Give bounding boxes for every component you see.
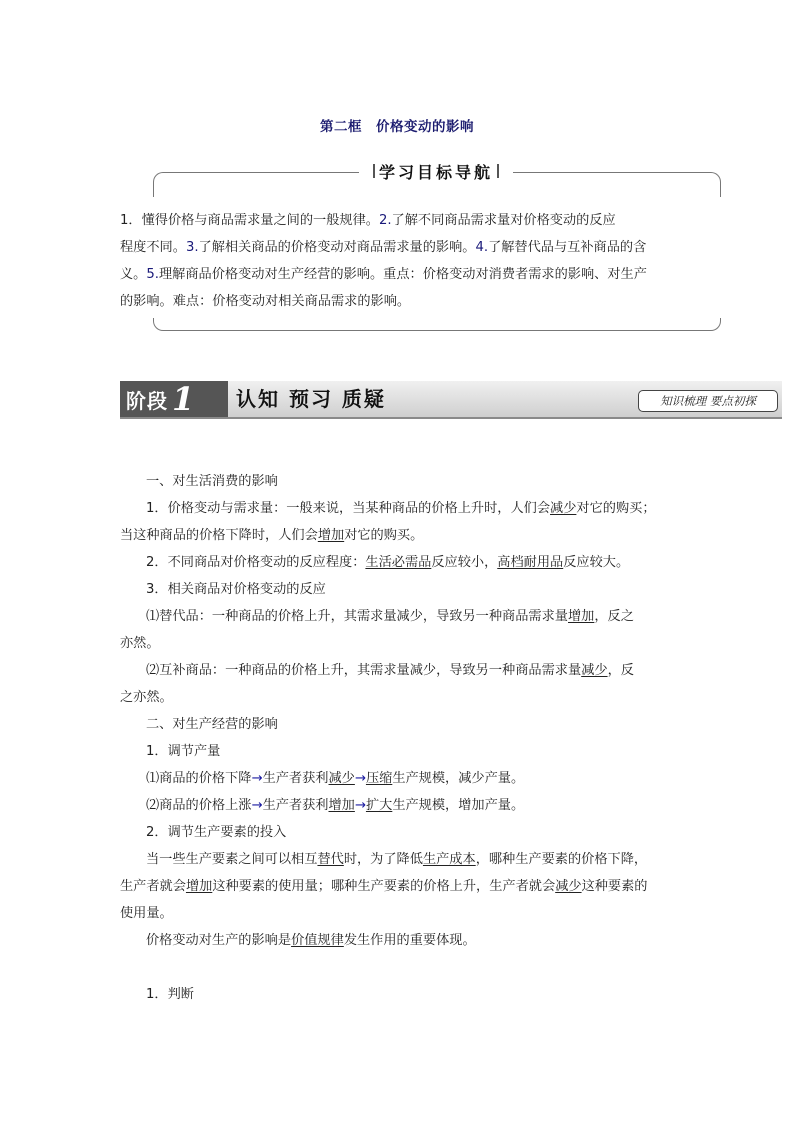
text: 生产规模，增加产量。 [392,798,525,813]
answer-blank: 生产成本 [422,852,476,867]
spacer [120,954,680,981]
paragraph-line: 使用量。 [120,906,173,921]
paragraph-line [120,657,680,684]
goals-line [120,288,675,315]
text: 对它的购买。 [344,528,424,543]
paragraph-line [120,927,680,954]
answer-blank: 减少 [550,501,577,516]
main-content [120,468,680,1008]
text: 反应较小， [431,555,498,570]
arrow-icon: → [354,798,366,813]
page-title: 第二框 价格变动的影响 [320,119,474,135]
paragraph-line [120,522,680,549]
stage-tag: 知识梳理 要点初探 [638,390,778,412]
goals-heading-banner [359,158,513,184]
text: 这种要素的 [581,879,648,894]
text: 当一些生产要素之间可以相互 [146,852,318,867]
text: ，反之 [594,609,634,624]
paragraph-line [120,792,680,819]
answer-blank: 替代 [317,852,344,867]
goals-text: 了解替代品与互补商品的含 [488,240,647,255]
stage-label-block [120,381,228,417]
goals-number: 3. [185,240,199,255]
goals-frame-bottom [153,318,721,331]
arrow-icon: → [251,798,263,813]
learning-goals [120,207,675,315]
stage-title: 认知 预习 质疑 [236,387,386,411]
goals-text: 了解不同商品需求量对价格变动的反应 [391,213,616,228]
answer-blank: 减少 [328,771,355,786]
paragraph-line [120,549,680,576]
answer-blank: 高档耐用品 [497,555,564,570]
stage-number: 1 [172,380,195,418]
goals-text: 了解相关商品的价格变动对商品需求量的影响。 [198,240,476,255]
paragraph-line: 之亦然。 [120,690,173,705]
goals-number: 2. [378,213,392,228]
goals-line [120,207,675,234]
answer-blank: 增加 [317,528,345,543]
text: 生产规模，减少产量。 [392,771,525,786]
banner-divider-right [497,164,499,178]
exercise-heading: 1．判断 [146,987,194,1002]
subheading: 2．调节生产要素的投入 [146,825,287,840]
arrow-icon: → [251,771,263,786]
arrow-icon: → [354,771,366,786]
answer-blank: 压缩 [365,771,393,786]
subheading: 3．相关商品对价格变动的反应 [146,582,326,597]
text: 2．不同商品对价格变动的反应程度： [146,555,366,570]
answer-blank: 价值规律 [291,933,344,948]
text: 生产者获利 [262,798,329,813]
text: 生产者获利 [262,771,329,786]
text: 当这种商品的价格下降时，人们会 [120,528,318,543]
text: 价格变动对生产的影响是 [146,933,292,948]
text: 生产者就会 [120,879,186,894]
goals-text: 1．懂得价格与商品需求量之间的一般规律。 [120,213,379,228]
answer-blank: 扩大 [365,798,393,813]
answer-blank: 减少 [555,879,582,894]
answer-blank: 增加 [568,609,595,624]
text: ⑴替代品：一种商品的价格上升，其需求量减少，导致另一种商品需求量 [146,609,568,624]
paragraph-line [120,495,680,522]
text: ⑵商品的价格上涨 [146,798,252,813]
answer-blank: 增加 [328,798,355,813]
text: ，哪种生产要素的价格下降， [475,852,648,867]
subheading: 1．调节产量 [146,744,221,759]
goals-number: 5. [146,267,159,282]
banner-divider-left [373,164,375,178]
text: ⑴商品的价格下降 [146,771,252,786]
text: 这种要素的使用量；哪种生产要素的价格上升，生产者就会 [212,879,556,894]
answer-blank: 增加 [185,879,213,894]
answer-blank: 减少 [581,663,608,678]
paragraph-line [120,765,680,792]
text: 1．价格变动与需求量：一般来说，当某种商品的价格上升时，人们会 [146,501,551,516]
paragraph-line [120,873,680,900]
answer-blank: 生活必需品 [365,555,432,570]
goals-text: 理解商品价格变动对生产经营的影响。重点：价格变动对消费者需求的影响、对生产 [158,267,647,282]
text: 发生作用的重要体现。 [343,933,476,948]
goals-number: 4. [475,240,489,255]
goals-line [120,261,675,288]
text: 时，为了降低 [343,852,423,867]
text: ⑵互补商品：一种商品的价格上升，其需求量减少，导致另一种商品需求量 [146,663,582,678]
section-heading: 一、对生活消费的影响 [146,474,278,489]
paragraph-line [120,846,680,873]
goals-text: 的影响。难点：价格变动对相关商品需求的影响。 [120,294,411,309]
text: ，反 [607,663,634,678]
paragraph-line: 亦然。 [120,636,160,651]
paragraph-line [120,603,680,630]
text: 对它的购买； [576,501,656,516]
goals-text: 义。 [120,267,147,282]
section-heading: 二、对生产经营的影响 [146,717,278,732]
goals-heading: 学习目标导航 [378,162,493,182]
stage-label: 阶段 [126,388,168,413]
text: 反应较大。 [563,555,630,570]
goals-line [120,234,675,261]
goals-text: 程度不同。 [120,240,186,255]
